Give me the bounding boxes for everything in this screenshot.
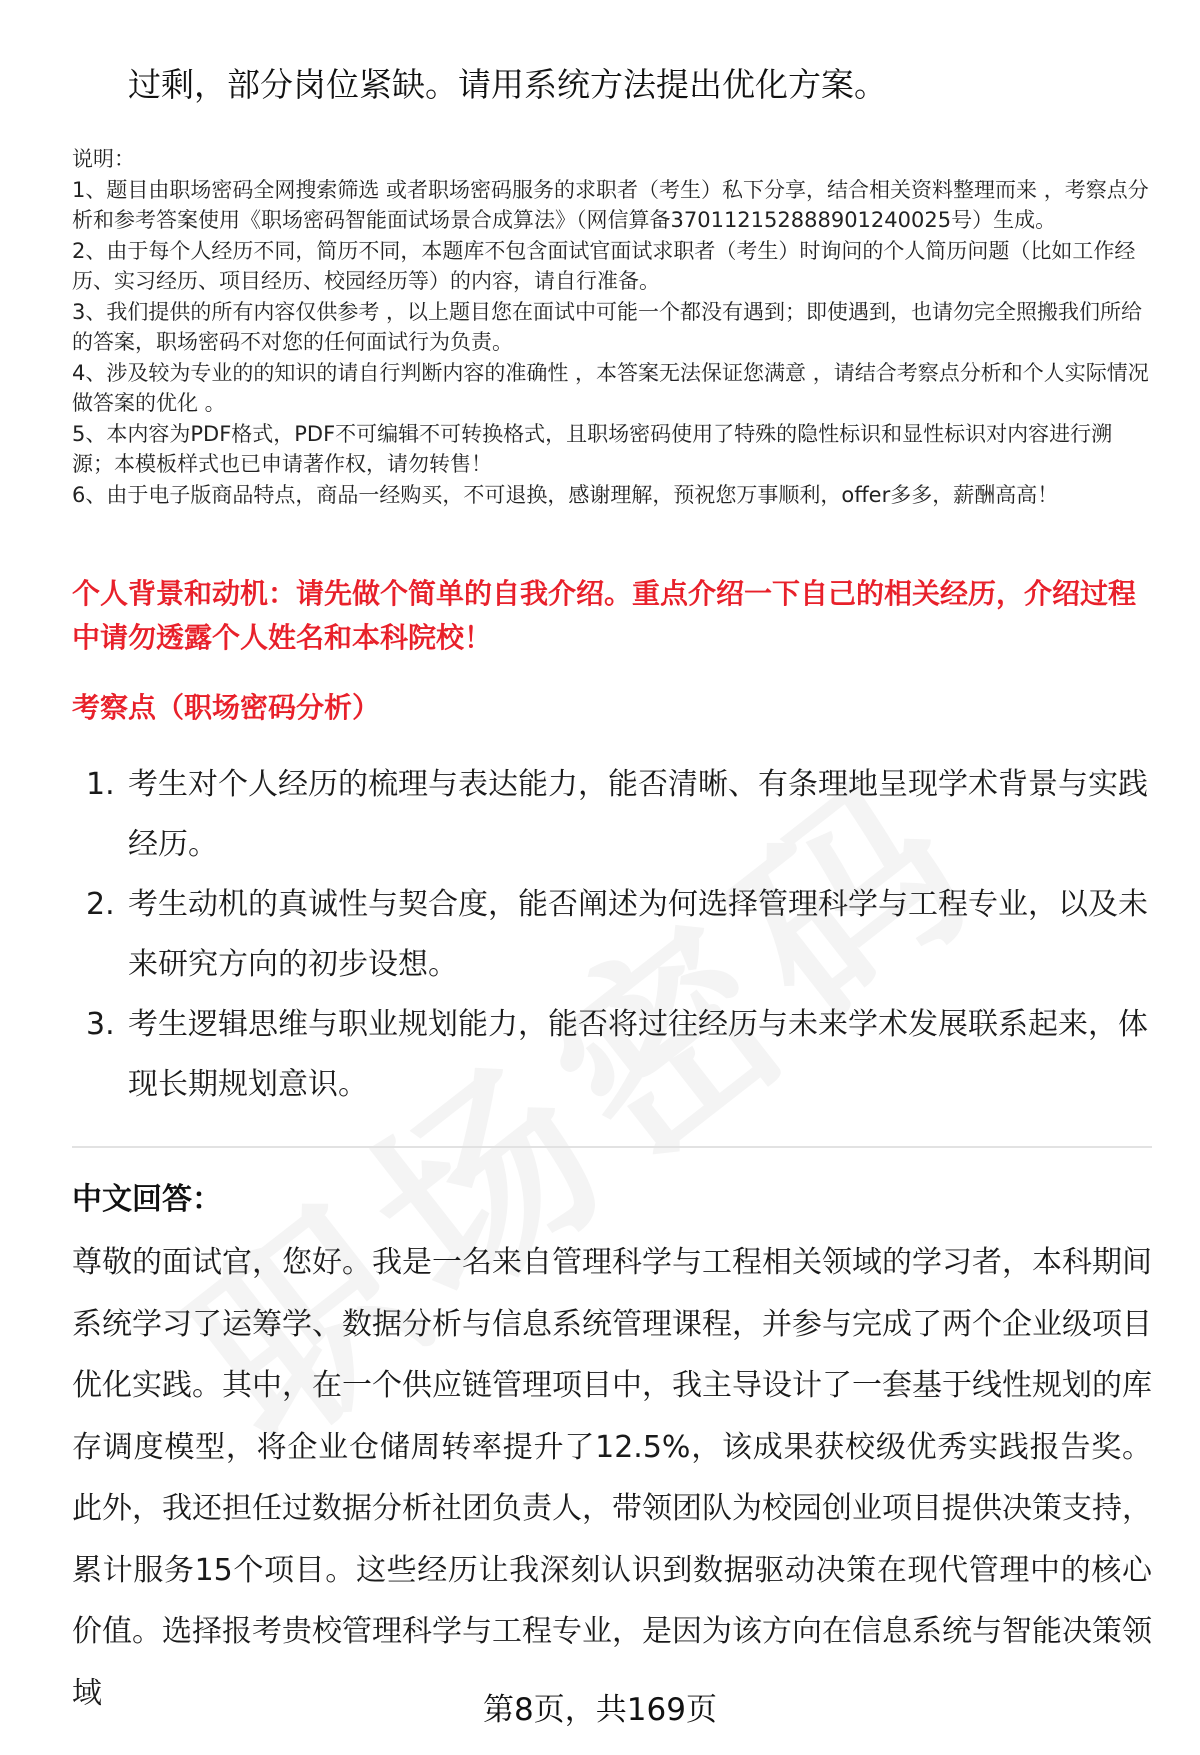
list-item-number: 3. [86, 1007, 115, 1042]
question-tail-text: 过剩，部分岗位紧缺。请用系统方法提出优化方案。 [128, 65, 887, 104]
section-divider [72, 1146, 1152, 1148]
note-item: 5、本内容为PDF格式，PDF不可编辑不可转换格式，且职场密码使用了特殊的隐性标识和显性标识对内容进行溯源；本模板样式也已申请著作权，请勿转售！ [72, 421, 1113, 476]
analysis-title: 考察点（职场密码分析） [72, 691, 381, 724]
note-item: 4、涉及较为专业的的知识的请自行判断内容的准确性 ，本答案无法保证您满意 ，请结合考察点分析和个人实际情况做答案的优化 。 [72, 360, 1149, 415]
note-item: 3、我们提供的所有内容仅供参考 ，以上题目您在面试中可能一个都没有遇到；即使遇到，也请勿完全照搬我们所给的答案，职场密码不对您的任何面试行为负责。 [72, 299, 1143, 354]
answer-text: 尊敬的面试官，您好。我是一名来自管理科学与工程相关领域的学习者，本科期间系统学习了运筹学、数据分析与信息系统管理课程，并参与完成了两个企业级项目优化实践。其中，在一个供应链管理项目中，我主导设计了一套基于线性规划的库存调度模型，将企业仓储周转率提升了12.5%，该成果获校级优秀实践报告奖。此外，我还担任过数据分析社团负责人，带领团队为校园创业项目提供决策支持，累计服务15个项目。这些经历让我深刻认识到数据驱动决策在现代管理中的核心价值。选择报考贵校管理科学与工程专业，是因为该方向在信息系统与智能决策领域 [72, 1245, 1152, 1711]
analysis-points-list [72, 755, 1152, 1115]
list-item [72, 875, 1152, 995]
note-item: 1、题目由职场密码全网搜索筛选 或者职场密码服务的求职者（考生）私下分享，结合相关资料整理而来 ，考察点分析和参考答案使用《职场密码智能面试场景合成算法》（网信算备370112152888901240025号）生成。 [72, 177, 1149, 232]
notes-block [72, 144, 1152, 510]
list-item-number: 2. [86, 887, 115, 922]
note-item: 6、由于电子版商品特点，商品一经购买，不可退换，感谢理解，预祝您万事顺利，offer多多，薪酬高高！ [72, 482, 1059, 507]
interview-question: 个人背景和动机：请先做个简单的自我介绍。重点介绍一下自己的相关经历，介绍过程中请勿透露个人姓名和本科院校！ [72, 577, 1137, 654]
list-item-number: 1. [86, 767, 115, 802]
list-item [72, 755, 1152, 875]
list-item [72, 995, 1152, 1115]
answer-title: 中文回答： [72, 1182, 222, 1217]
list-item-text: 考生对个人经历的梳理与表达能力，能否清晰、有条理地呈现学术背景与实践经历。 [128, 767, 1148, 862]
list-item-text: 考生逻辑思维与职业规划能力，能否将过往经历与未来学术发展联系起来，体现长期规划意识。 [128, 1007, 1148, 1102]
list-item-text: 考生动机的真诚性与契合度，能否阐述为何选择管理科学与工程专业，以及未来研究方向的初步设想。 [128, 887, 1148, 982]
notes-heading: 说明： [72, 147, 135, 171]
note-item: 2、由于每个人经历不同，简历不同，本题库不包含面试官面试求职者（考生）时询问的个人简历问题（比如工作经历、实习经历、项目经历、校园经历等）的内容，请自行准备。 [72, 238, 1136, 293]
page-number: 第8页，共169页 [483, 1692, 717, 1728]
